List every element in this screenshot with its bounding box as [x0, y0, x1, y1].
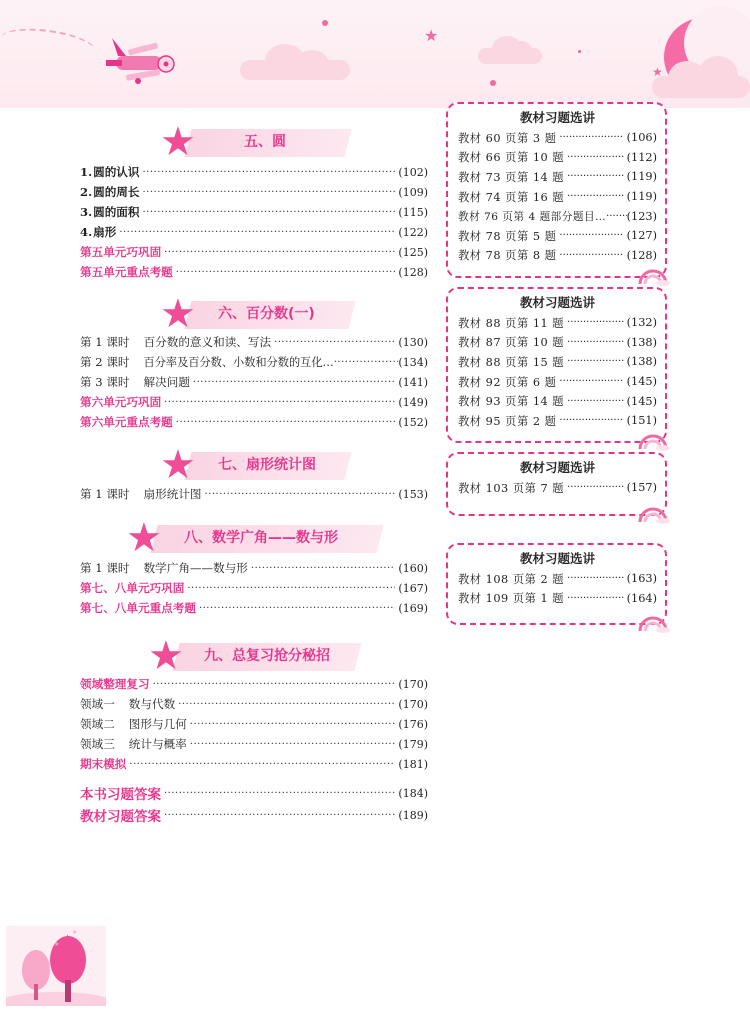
toc-item[interactable]: 第 1 课时 数学广角——数与形 ····· (160)	[80, 558, 428, 578]
flight-path	[0, 23, 98, 66]
section-title: 五、圆	[244, 134, 286, 150]
exercise-item[interactable]: 教材 88 页第 11 题 ····· (132)	[458, 313, 657, 333]
exercise-item[interactable]: 教材 95 页第 2 题 ····· (151)	[458, 411, 657, 431]
dot	[578, 50, 581, 53]
exercise-item[interactable]: 教材 87 页第 10 题 ····· (138)	[458, 333, 657, 353]
toc-item[interactable]: 第六单元重点考题 ····· (152)	[80, 412, 428, 432]
svg-text:★: ★	[64, 933, 72, 942]
svg-text:★: ★	[72, 929, 78, 936]
toc-item[interactable]: 期末模拟 ····· (181)	[80, 754, 428, 774]
toc-list	[80, 558, 428, 618]
section-title: 九、总复习抢分秘招	[204, 648, 330, 664]
toc-item[interactable]: 第六单元巧巩固 ····· (149)	[80, 392, 428, 412]
dot	[490, 80, 496, 86]
toc-item[interactable]: 第七、八单元重点考题 ····· (169)	[80, 598, 428, 618]
star-icon: ★	[148, 633, 184, 679]
exercise-item[interactable]: 教材 60 页第 3 题 ····· (106)	[458, 128, 657, 148]
exercise-item[interactable]: 教材 108 页第 2 题 ····· (163)	[458, 569, 657, 589]
svg-text:★: ★	[54, 941, 60, 948]
toc-list	[80, 484, 428, 504]
star-icon: ★	[160, 291, 196, 337]
box-title: 教材习题选讲	[519, 460, 595, 475]
cloud	[478, 48, 542, 64]
toc-item[interactable]: 第 1 课时 扇形统计图 ····· (153)	[80, 484, 428, 504]
exercise-item[interactable]: 教材 92 页第 6 题 ····· (145)	[458, 372, 657, 392]
toc-list	[80, 674, 428, 774]
rainbow-icon	[637, 433, 671, 451]
exercise-item[interactable]: 教材 103 页第 7 题 ····· (157)	[458, 478, 657, 498]
star-icon: ★	[126, 515, 162, 561]
toc-item[interactable]: 领域一 数与代数 ····· (170)	[80, 694, 428, 714]
section-header	[148, 633, 368, 679]
section-header	[160, 119, 350, 165]
exercise-item[interactable]: 教材 109 页第 1 题 ····· (164)	[458, 589, 657, 609]
airplane-icon	[98, 34, 182, 86]
toc-item[interactable]: 1. 圆的认识 ····· (102)	[80, 162, 428, 182]
star-icon: ★	[160, 442, 196, 488]
box-title: 教材习题选讲	[519, 295, 595, 310]
toc-item[interactable]: 4. 扇形 ····· (122)	[80, 222, 428, 242]
toc-item[interactable]: 领域三 统计与概率 ····· (179)	[80, 734, 428, 754]
cloud	[652, 76, 750, 98]
exercise-box	[446, 452, 667, 516]
toc-item[interactable]: 2. 圆的周长 ····· (109)	[80, 182, 428, 202]
exercise-box	[446, 543, 667, 625]
toc-list	[80, 162, 428, 282]
toc-item[interactable]: 领域整理复习 ····· (170)	[80, 674, 428, 694]
section-header	[160, 442, 360, 488]
header-banner	[0, 0, 750, 108]
rainbow-icon	[637, 615, 671, 633]
section-title: 六、百分数(一)	[218, 306, 315, 322]
exercise-box	[446, 102, 667, 278]
exercise-item[interactable]: 教材 93 页第 14 题 ····· (145)	[458, 391, 657, 411]
toc-item[interactable]: 第七、八单元巧巩固 ····· (167)	[80, 578, 428, 598]
toc-item[interactable]: 领域二 图形与几何 ····· (176)	[80, 714, 428, 734]
toc-list	[80, 332, 428, 432]
rainbow-icon	[637, 506, 671, 524]
toc-item[interactable]: 3. 圆的面积 ····· (115)	[80, 202, 428, 222]
exercise-item[interactable]: 教材 73 页第 14 题 ····· (119)	[458, 167, 657, 187]
dot	[322, 20, 328, 26]
section-title: 八、数学广角——数与形	[184, 530, 338, 546]
toc-item[interactable]: 第 1 课时 百分数的意义和读、写法 ····· (130)	[80, 332, 428, 352]
box-title: 教材习题选讲	[519, 551, 595, 566]
toc-item[interactable]: 第 3 课时 解决问题 ····· (141)	[80, 372, 428, 392]
exercise-item[interactable]: 教材 74 页第 16 题 ····· (119)	[458, 187, 657, 207]
exercise-item[interactable]: 教材 76 页第 4 题部分题目… ····· (123)	[458, 206, 657, 226]
exercise-item[interactable]: 教材 88 页第 15 题 ····· (138)	[458, 352, 657, 372]
toc-item[interactable]: 第五单元重点考题 ····· (128)	[80, 262, 428, 282]
exercise-box	[446, 287, 667, 443]
answers-list	[80, 782, 428, 826]
star-icon: ★	[652, 65, 663, 79]
exercise-item[interactable]: 教材 66 页第 10 题 ····· (112)	[458, 148, 657, 168]
toc-item[interactable]: 第 2 课时 百分率及百分数、小数和分数的互化… ····· (134)	[80, 352, 428, 372]
rainbow-icon	[637, 268, 671, 286]
toc-item[interactable]: 教材习题答案 ····· (189)	[80, 804, 428, 826]
star-icon: ★	[424, 26, 439, 45]
exercise-item[interactable]: 教材 78 页第 8 题 ····· (128)	[458, 246, 657, 266]
star-icon: ★	[160, 119, 196, 165]
exercise-item[interactable]: 教材 78 页第 5 题 ····· (127)	[458, 226, 657, 246]
section-title: 七、扇形统计图	[218, 457, 316, 473]
toc-item[interactable]: 第五单元巧巩固 ····· (125)	[80, 242, 428, 262]
section-header	[160, 291, 360, 337]
section-header	[126, 515, 386, 561]
tree-icon	[6, 926, 106, 1006]
box-title: 教材习题选讲	[519, 110, 595, 125]
toc-item[interactable]: 本书习题答案 ····· (184)	[80, 782, 428, 804]
cloud	[240, 60, 350, 80]
